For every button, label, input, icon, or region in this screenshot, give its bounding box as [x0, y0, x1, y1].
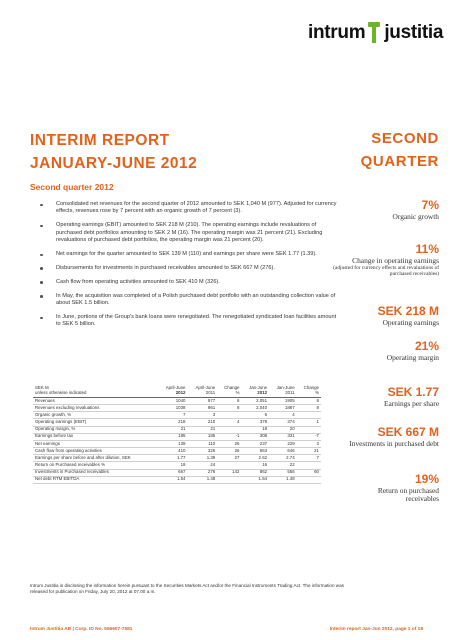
kpi-value: 19%: [414, 472, 439, 486]
row-label-cell: Operating margin, %: [33, 426, 158, 433]
value-cell: 4: [269, 412, 297, 419]
table-header-cell: 2011: [187, 390, 217, 397]
kpi-label: Operating earnings: [382, 318, 439, 327]
value-cell: 229: [269, 440, 297, 447]
report-subtitle: Second quarter 2012: [30, 182, 114, 192]
value-cell: 60: [297, 469, 321, 476]
value-cell: 185: [158, 433, 188, 440]
table-row: [33, 433, 321, 440]
value-cell: 862: [241, 469, 269, 476]
row-label-cell: Organic growth, %: [33, 412, 158, 419]
value-cell: 1.48: [269, 476, 297, 483]
highlight-item: Operating earnings (EBIT) amounted to SEK 218 M (210). The operating earnings include revaluations of purchased debt portfolios amounting to SEK 2 M (16). The operating margin was 21 percent (21). Excluding revaluations of purchased debt portfolios, the operating margin was 21 percent (20).: [38, 222, 338, 244]
logo-word-justitia: justitia: [384, 22, 444, 43]
table-header-cell: SEK M: [35, 385, 49, 390]
row-label-cell: Earnings per share before and after dilution, SEK: [33, 455, 158, 462]
value-cell: -1: [217, 433, 241, 440]
value-cell: 1887: [269, 404, 297, 411]
value-cell: 2.74: [269, 455, 297, 462]
table-row: [33, 462, 321, 469]
value-cell: [217, 462, 241, 469]
value-cell: 653: [241, 448, 269, 455]
table-row: [33, 426, 321, 433]
value-cell: 308: [241, 433, 269, 440]
value-cell: 218: [158, 419, 188, 426]
company-logo: [308, 22, 443, 44]
value-cell: 667: [158, 469, 188, 476]
table-row: [33, 397, 321, 404]
value-cell: 4: [217, 419, 241, 426]
highlight-item: In May, the acquisition was completed of a Polish purchased debt portfolio with an outstanding collection value of about SEK 1.5 billion.: [38, 293, 338, 308]
value-cell: 1040: [158, 397, 188, 404]
report-title: INTERIM REPORT: [30, 132, 170, 149]
kpi-organic-growth: [329, 199, 439, 221]
value-cell: [217, 426, 241, 433]
kpi-value: SEK 667 M: [377, 425, 439, 439]
highlight-item: Consolidated net revenues for the second quarter of 2012 amounted to SEK 1,040 M (977). Adjusted for currency effects, revenues rose by 7 percent with an organic growth of 7 percent (3).: [38, 201, 338, 216]
value-cell: 326: [187, 448, 217, 455]
value-cell: 3: [297, 440, 321, 447]
logo-word-intrum: intrum: [308, 22, 366, 43]
table-header-cell: 2012: [158, 390, 188, 397]
value-cell: 21: [297, 448, 321, 455]
value-cell: 6: [241, 412, 269, 419]
logo-mark-icon: [368, 22, 379, 44]
kpi-sublabel: (adjusted for currency effects and revaluations of purchased receivables): [333, 265, 439, 278]
row-label-cell: Revenues excluding revaluations: [33, 404, 158, 411]
kpi-value: 21%: [414, 339, 439, 353]
value-cell: 110: [187, 440, 217, 447]
value-cell: 7: [158, 412, 188, 419]
value-cell: 331: [269, 433, 297, 440]
value-cell: 26: [217, 448, 241, 455]
value-cell: 410: [158, 448, 188, 455]
kpi-label: Operating margin: [386, 353, 439, 362]
value-cell: 1.48: [187, 476, 217, 483]
highlights-list: [38, 201, 338, 335]
footer-company-id: Intrum Justitia AB | Corp. ID No. 556607-7581: [30, 627, 133, 632]
table-row: [33, 448, 321, 455]
table-header-cell: %: [217, 390, 241, 397]
highlight-item: In June, portions of the Group's bank loans were renegotiated. The renegotiated syndicated loan facilities amount to SEK 5 billion.: [38, 314, 338, 329]
value-cell: 276: [187, 469, 217, 476]
value-cell: 26: [217, 440, 241, 447]
value-cell: 374: [269, 419, 297, 426]
value-cell: [297, 426, 321, 433]
value-cell: 556: [269, 469, 297, 476]
kpi-value: 11%: [415, 242, 439, 256]
table-header-cell: 2011: [269, 390, 297, 397]
value-cell: 24: [187, 462, 217, 469]
value-cell: 1905: [269, 397, 297, 404]
value-cell: 22: [269, 462, 297, 469]
sidebar-heading-line2: QUARTER: [360, 153, 439, 170]
table-header-cell: Change: [303, 385, 319, 390]
key-figures-table: [33, 385, 321, 484]
report-period: JANUARY-JUNE 2012: [30, 155, 198, 172]
row-label-cell: Return on Purchased receivables %: [33, 462, 158, 469]
kpi-investments-purchased-debt: [329, 426, 439, 448]
disclosure-note: Intrum Justitia is disclosing the information herein pursuant to the Securities Markets Act and/or the Financial Instruments Trading Act. The information was released for publication on Friday, July 20, 2012 at 07.00 a.m.: [30, 583, 344, 594]
value-cell: 8: [297, 397, 321, 404]
value-cell: 1.54: [158, 476, 188, 483]
value-cell: 139: [158, 440, 188, 447]
value-cell: [217, 476, 241, 483]
table-header-cell: April-June: [195, 385, 216, 390]
value-cell: 2,051: [241, 397, 269, 404]
kpi-label: Change in operating earnings: [352, 256, 439, 265]
kpi-operating-earnings-change: [329, 243, 439, 277]
value-cell: 186: [187, 433, 217, 440]
table-header-cell: %: [297, 390, 321, 397]
row-label-cell: Cash flow from operating activities: [33, 448, 158, 455]
sidebar-heading: [345, 130, 439, 171]
row-label-cell: Earnings before tax: [33, 433, 158, 440]
value-cell: 27: [217, 455, 241, 462]
value-cell: 8: [217, 404, 241, 411]
kpi-label: Investments in purchased debt: [349, 439, 439, 448]
value-cell: 21: [158, 426, 188, 433]
table-header-cell: Jan-June: [249, 385, 268, 390]
kpi-operating-margin: [329, 340, 439, 362]
kpi-label: Earnings per share: [384, 399, 439, 408]
table-header-cell: 2012: [241, 390, 269, 397]
value-cell: 3: [187, 412, 217, 419]
highlight-item: Cash flow from operating activities amounted to SEK 410 M (326).: [38, 279, 338, 286]
value-cell: 1.54: [241, 476, 269, 483]
value-cell: 2.62: [241, 455, 269, 462]
table-row: [33, 419, 321, 426]
footer-page-number: Interim report Jan-Jun 2012, page 1 of 18: [329, 627, 423, 632]
value-cell: 7: [297, 455, 321, 462]
value-cell: [297, 462, 321, 469]
value-cell: 16: [241, 462, 269, 469]
kpi-value: SEK 1.77: [387, 385, 439, 399]
value-cell: 646: [269, 448, 297, 455]
row-label-cell: Investments in Purchased receivables: [33, 469, 158, 476]
value-cell: 1.39: [187, 455, 217, 462]
value-cell: 21: [187, 426, 217, 433]
table-header-row: [33, 390, 321, 397]
value-cell: 1.77: [158, 455, 188, 462]
value-cell: 210: [187, 419, 217, 426]
table-body: [33, 397, 321, 483]
kpi-value: SEK 218 M: [377, 304, 439, 318]
value-cell: 8: [297, 404, 321, 411]
table-row: [33, 412, 321, 419]
row-label-cell: Net debt RTM EBITDA: [33, 476, 158, 483]
value-cell: 237: [241, 440, 269, 447]
table-row: [33, 469, 321, 476]
kpi-operating-earnings: [329, 305, 439, 327]
value-cell: 378: [241, 419, 269, 426]
kpi-label: Return on purchased receivables: [377, 486, 439, 503]
row-label-cell: Revenues: [33, 397, 158, 404]
value-cell: 19: [158, 462, 188, 469]
kpi-value: 7%: [421, 198, 439, 212]
kpi-label: Organic growth: [392, 212, 439, 221]
value-cell: 1038: [158, 404, 188, 411]
table-header-cell: Change: [224, 385, 240, 390]
table-row: [33, 476, 321, 483]
table-row: [33, 404, 321, 411]
kpi-return-purchased-receivables: [329, 473, 439, 503]
table-header-cell: unless otherwise indicated: [33, 390, 158, 397]
highlight-item: Net earnings for the quarter amounted to SEK 139 M (110) and earnings per share were SEK 1.77 (1.39).: [38, 251, 338, 258]
value-cell: 20: [269, 426, 297, 433]
value-cell: [297, 412, 321, 419]
kpi-earnings-per-share: [329, 386, 439, 408]
value-cell: 6: [217, 397, 241, 404]
row-label-cell: Net earnings: [33, 440, 158, 447]
row-label-cell: Operating earnings (EBIT): [33, 419, 158, 426]
sidebar-heading-line1: SECOND: [371, 130, 439, 147]
value-cell: 142: [217, 469, 241, 476]
value-cell: 2,040: [241, 404, 269, 411]
value-cell: [217, 412, 241, 419]
value-cell: -7: [297, 433, 321, 440]
table-row: [33, 440, 321, 447]
value-cell: 977: [187, 397, 217, 404]
table-header-cell: April-June: [165, 385, 186, 390]
value-cell: 18: [241, 426, 269, 433]
highlight-item: Disbursements for investments in purchased receivables amounted to SEK 667 M (276).: [38, 265, 338, 272]
value-cell: 1: [297, 419, 321, 426]
table-header-cell: Jan-June: [276, 385, 295, 390]
value-cell: [297, 476, 321, 483]
table-row: [33, 455, 321, 462]
value-cell: 961: [187, 404, 217, 411]
